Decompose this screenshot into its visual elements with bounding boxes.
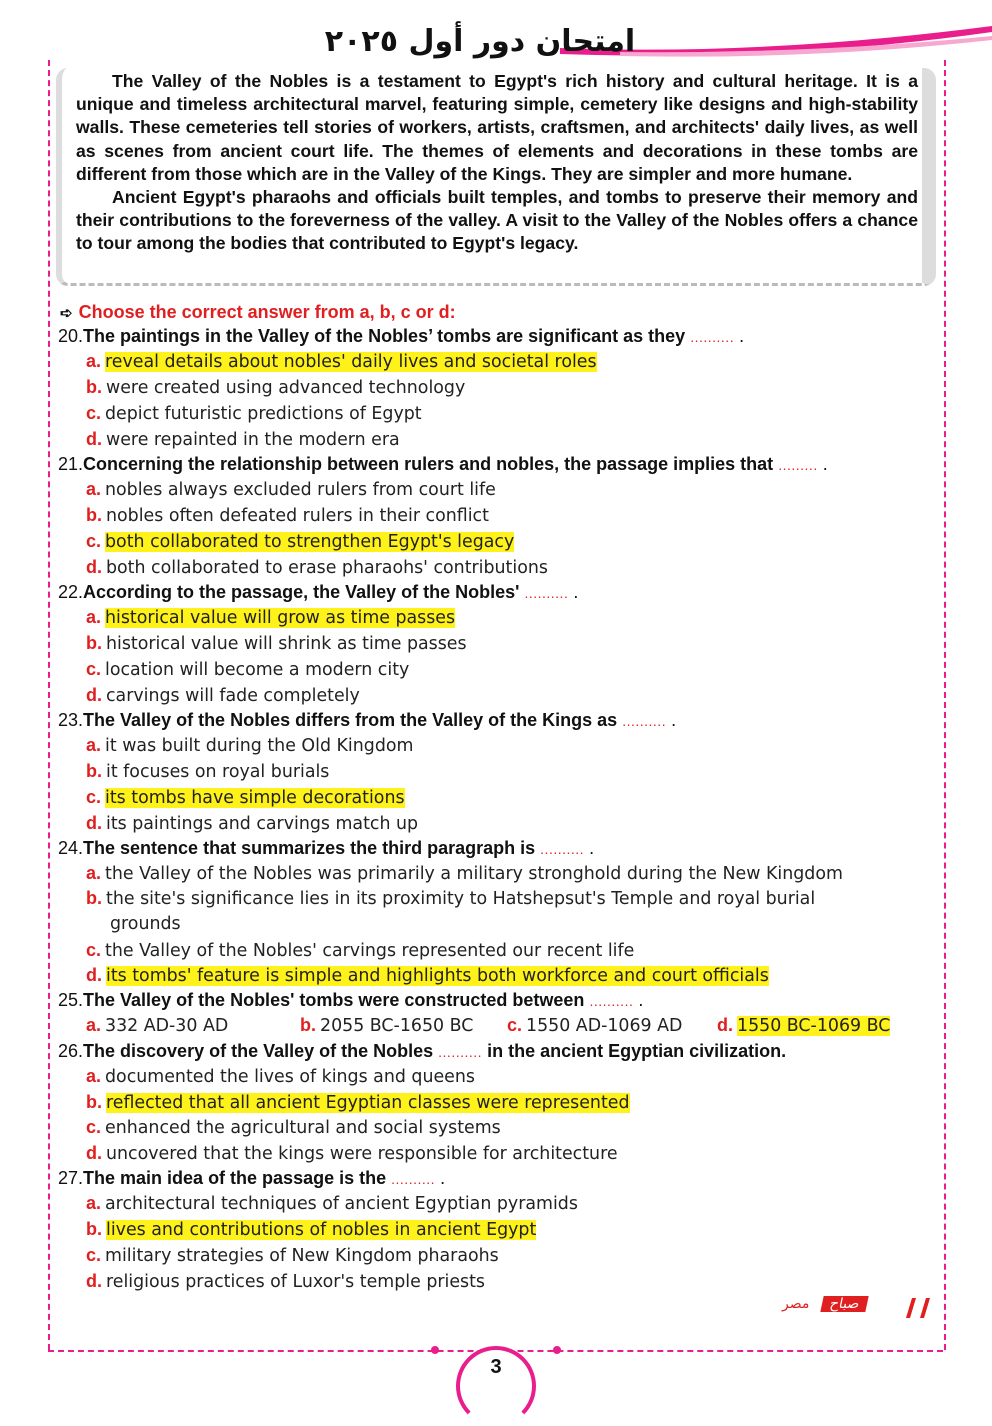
question-number: 22. [58,582,84,602]
option-text: it was built during the Old Kingdom [105,736,414,756]
option-text: architectural techniques of ancient Egyptian pyramids [105,1194,578,1214]
option-letter: a. [86,1066,102,1086]
option-letter: d. [717,1015,733,1035]
blank: .......... [438,1044,483,1060]
option-text: it focuses on royal burials [106,762,330,782]
question-stem: The paintings in the Valley of the Nobles’ tombs are significant as they [83,326,686,346]
option-text: its tombs' feature is simple and highlights both workforce and court officials [106,966,769,986]
question-stem: Concerning the relationship between rulers and nobles, the passage implies that [83,454,774,474]
frame-dot-left [431,1346,439,1354]
option-22b[interactable] [86,633,467,654]
option-letter: b. [86,1092,102,1112]
option-letter: c. [86,1117,102,1137]
question-stem: The Valley of the Nobles' tombs were constructed between [83,990,585,1010]
option-text: 1550 AD-1069 AD [526,1016,683,1036]
option-letter: b. [86,761,102,781]
option-23b[interactable] [86,761,329,782]
option-26a[interactable] [86,1066,475,1087]
option-27b[interactable] [86,1219,536,1240]
option-text: historical value will shrink as time passes [106,634,467,654]
option-letter: a. [86,479,102,499]
question-stem: According to the passage, the Valley of the Nobles' [83,582,520,602]
reading-passage [76,70,918,256]
instruction-text: Choose the correct answer from a, b, c or d: [78,302,456,322]
option-text: carvings will fade completely [106,686,360,706]
option-text: nobles often defeated rulers in their conflict [106,506,489,526]
logo-word: صباح [820,1296,869,1312]
option-letter: b. [86,1219,102,1239]
option-20c[interactable] [86,403,422,424]
blank: .......... [524,585,569,601]
question-end: . [739,326,745,346]
question-number: 21. [58,454,84,474]
question-end: . [573,582,579,602]
question-stem: The main idea of the passage is the [83,1168,387,1188]
option-text: enhanced the agricultural and social systems [105,1118,501,1138]
arrow-icon: ➪ [60,305,73,322]
question-end: . [671,710,677,730]
option-text: documented the lives of kings and queens [105,1067,475,1087]
option-letter: d. [86,685,102,705]
option-letter: a. [86,863,102,883]
option-text: religious practices of Luxor's temple priests [106,1272,485,1292]
question-21 [58,454,828,475]
option-letter: a. [86,735,102,755]
option-26d[interactable] [86,1143,618,1164]
option-text: military strategies of New Kingdom pharaohs [105,1246,499,1266]
option-text: both collaborated to erase pharaohs' contributions [106,558,548,578]
question-25 [58,990,643,1011]
option-letter: b. [86,633,102,653]
option-letter: d. [86,1143,102,1163]
option-text: uncovered that the kings were responsible for architecture [106,1144,618,1164]
option-24c[interactable] [86,940,634,961]
option-text: historical value will grow as time passes [105,608,456,628]
option-21a[interactable] [86,479,496,500]
option-letter: a. [86,351,102,371]
question-stem: The discovery of the Valley of the Nobles [83,1041,434,1061]
question-27 [58,1168,445,1189]
question-24 [58,838,594,859]
option-21b[interactable] [86,505,489,526]
option-22d[interactable] [86,685,360,706]
option-24b-continued [110,914,181,934]
option-20d[interactable] [86,429,400,450]
blank: ......... [778,457,818,473]
question-end: . [822,454,828,474]
exam-title: امتحان دور أول ٢٠٢٥ [324,24,636,59]
blank: .......... [622,713,667,729]
question-number: 20. [58,326,84,346]
passage-paragraph: Ancient Egypt's pharaohs and officials built temples, and tombs to preserve their memory and their contributions to the foreverness of the valley. A visit to the Valley of the Nobles offers a chance to tour among the bodies that contributed to Egypt's legacy. [76,187,918,254]
instruction [60,302,456,323]
option-21d[interactable] [86,557,548,578]
option-letter: d. [86,557,102,577]
question-end: . [638,990,644,1010]
page-number: 3 [490,1356,502,1378]
question-stem: The Valley of the Nobles differs from the Valley of the Kings as [83,710,618,730]
option-26c[interactable] [86,1117,501,1138]
option-22c[interactable] [86,659,409,680]
question-22 [58,582,578,603]
question-number: 25. [58,990,84,1010]
option-25d[interactable] [717,1015,890,1036]
option-text: depict futuristic predictions of Egypt [105,404,422,424]
option-letter: c. [86,940,102,960]
option-text: grounds [110,914,181,934]
option-letter: a. [86,607,102,627]
blank: .......... [589,993,634,1009]
option-24b[interactable] [86,888,815,909]
option-23c[interactable] [86,787,405,808]
option-text: its tombs have simple decorations [105,788,405,808]
question-stem: The sentence that summarizes the third paragraph is [83,838,536,858]
logo-word: مصر [782,1296,810,1312]
question-20 [58,326,744,347]
option-26b[interactable] [86,1092,630,1113]
option-letter: d. [86,429,102,449]
option-letter: c. [86,787,102,807]
option-text: location will become a modern city [105,660,410,680]
frame-dot-right [553,1346,561,1354]
question-number: 27. [58,1168,84,1188]
option-25b[interactable] [300,1015,473,1036]
option-letter: d. [86,813,102,833]
option-20b[interactable] [86,377,465,398]
option-text: the Valley of the Nobles' carvings represented our recent life [105,941,635,961]
question-end: . [440,1168,446,1188]
option-letter: a. [86,1193,102,1213]
option-22a[interactable] [86,607,455,628]
option-text: 2055 BC-1650 BC [320,1016,474,1036]
option-text: reflected that all ancient Egyptian classes were represented [106,1093,630,1113]
option-27d[interactable] [86,1271,485,1292]
option-text: its paintings and carvings match up [106,814,419,834]
option-20a[interactable] [86,351,597,372]
sabah-masr-logo [782,1296,938,1322]
option-letter: b. [86,888,102,908]
option-text: lives and contributions of nobles in ancient Egypt [106,1220,537,1240]
option-25a[interactable] [86,1015,228,1036]
option-letter: c. [86,1245,102,1265]
question-end: . [589,838,595,858]
option-letter: c. [507,1015,523,1035]
option-letter: b. [86,377,102,397]
option-letter: d. [86,965,102,985]
passage-paragraph: The Valley of the Nobles is a testament to Egypt's rich history and cultural heritage. It is a unique and timeless architectural marvel, featuring simple, cemetery like designs and high-stability walls. These cemeteries tell stories of workers, artists, craftsmen, and architects' daily lives, as well as scenes from ancient court life. The themes of elements and decorations in these tombs are different from those which are in the Valley of the Kings. They are simpler and more humane. [76,71,918,184]
question-23 [58,710,676,731]
option-24d[interactable] [86,965,769,986]
option-27c[interactable] [86,1245,499,1266]
option-24a[interactable] [86,863,843,884]
option-text: nobles always excluded rulers from court life [105,480,496,500]
option-27a[interactable] [86,1193,578,1214]
question-number: 24. [58,838,84,858]
option-letter: c. [86,531,102,551]
option-23a[interactable] [86,735,413,756]
option-25c[interactable] [507,1015,682,1036]
option-letter: c. [86,659,102,679]
option-text: 1550 BC-1069 BC [737,1016,891,1036]
option-text: reveal details about nobles' daily lives and societal roles [105,352,597,372]
option-text: 332 AD-30 AD [105,1016,229,1036]
question-number: 23. [58,710,84,730]
blank: .......... [690,329,735,345]
option-text: the site's significance lies in its proximity to Hatshepsut's Temple and royal burial [106,889,816,909]
option-letter: c. [86,403,102,423]
question-number: 26. [58,1041,84,1061]
option-letter: a. [86,1015,102,1035]
option-text: both collaborated to strengthen Egypt's legacy [105,532,515,552]
option-21c[interactable] [86,531,514,552]
question-26 [58,1041,786,1062]
option-text: were created using advanced technology [106,378,466,398]
blank: .......... [391,1171,436,1187]
blank: .......... [540,841,585,857]
option-text: were repainted in the modern era [106,430,400,450]
option-text: the Valley of the Nobles was primarily a military stronghold during the New Kingdom [105,864,843,884]
question-stem-end: in the ancient Egyptian civilization. [487,1041,787,1061]
logo-stripes-icon [900,1298,940,1318]
option-letter: d. [86,1271,102,1291]
option-letter: b. [86,505,102,525]
option-23d[interactable] [86,813,418,834]
option-letter: b. [300,1015,316,1035]
